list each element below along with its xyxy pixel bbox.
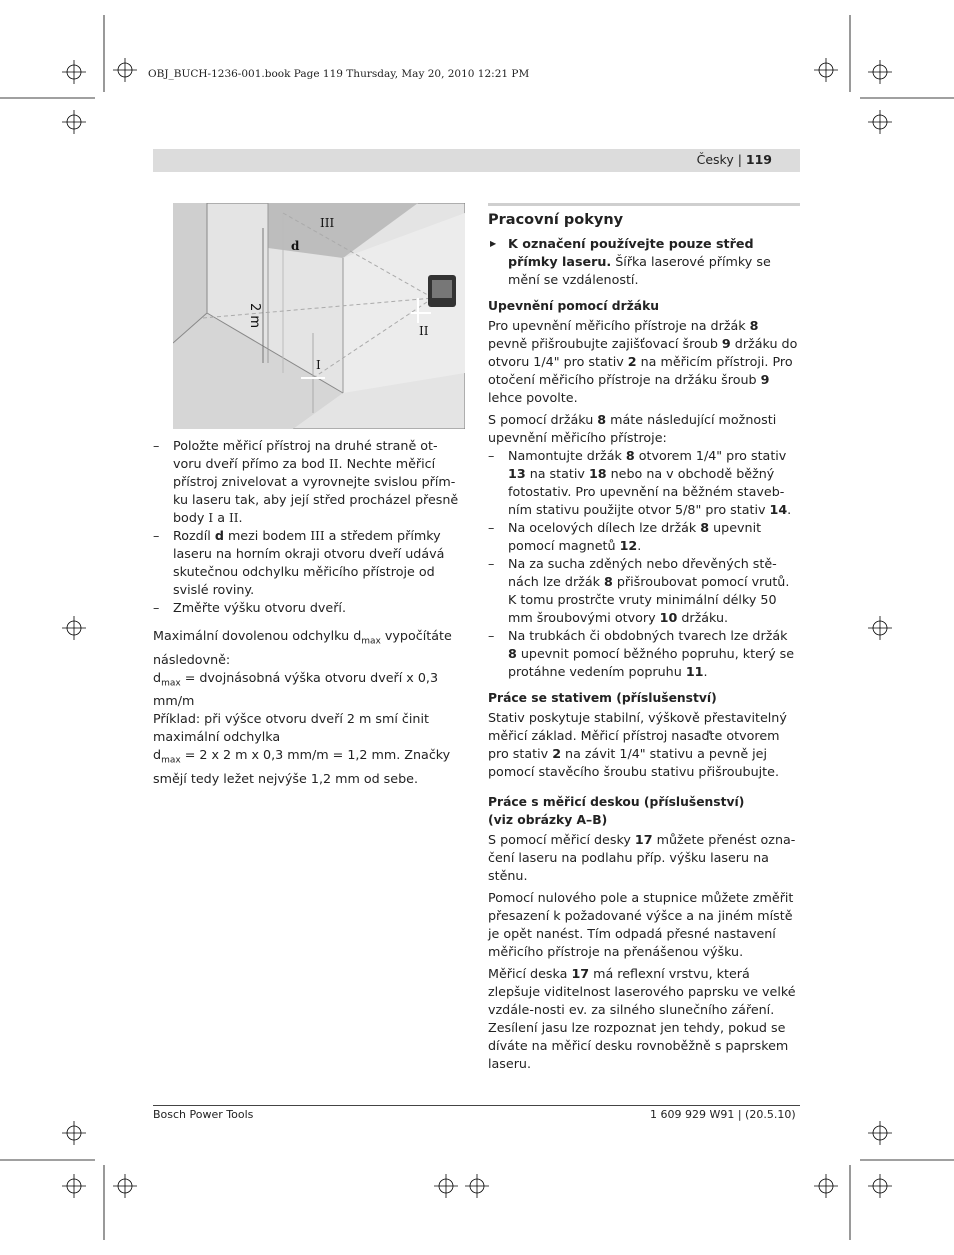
label-I: I	[316, 358, 321, 372]
holder-options-intro: S pomocí držáku 8 máte následující možnosti upevnění měřicího přístroje:	[488, 412, 777, 445]
separator: |	[733, 152, 746, 167]
left-column	[153, 437, 465, 788]
target-plate-paragraph-3: Měřicí deska 17 má reflexní vrstvu, která zlepšuje viditelnost laserového paprsku ve velké vzdále-nosti ev. za silného slunečního záření. Zesílení jasu lze rozpoznat jen tehdy, pokud se díváte na měřicí desku rovnoběžně s paprskem laseru.	[488, 966, 796, 1071]
print-header: OBJ_BUCH-1236-001.book Page 119 Thursday, May 20, 2010 12:21 PM	[148, 68, 530, 80]
label-III: III	[320, 216, 335, 230]
holder-options-list	[488, 447, 800, 681]
door-opening-figure	[173, 203, 465, 429]
example-calc: $d_{max} = 2$ x 2 m x 0,3 mm/m = 1,2 mm. Značky smějí tedy ležet nejvýše 1,2 mm od sebe.	[153, 747, 451, 786]
subsection-title-target-plate: Práce s měřicí deskou (příslušenství)	[488, 795, 745, 809]
page-number: 119	[745, 152, 772, 167]
subsection-title-holder: Upevnění pomocí držáku	[488, 299, 660, 313]
list-item: – Na ocelových dílech lze držák 8 upevnit pomocí magnetů 12.	[488, 519, 800, 555]
subsection-subtitle-target-plate: (viz obrázky A–B)	[488, 813, 608, 827]
footer-brand: Bosch Power Tools	[153, 1108, 254, 1121]
target-plate-paragraph-1: S pomocí měřicí desky 17 můžete přenést ozna-čení laseru na podlahu příp. výšku laseru na stěnu.	[488, 832, 796, 883]
section-title: Pracovní pokyny	[488, 203, 800, 229]
max-deviation-text: Maximální dovolenou odchylku $d_{max}$ vypočítáte následovně:	[153, 628, 452, 667]
label-2m: 2 m	[247, 303, 262, 329]
list-item: – Namontujte držák 8 otvorem 1/4" pro stativ 13 na stativ 18 nebo na v obchodě běžný fotostativ. Pro upevnění na běžném staveb-ním stativu použijte otvor 5/8" pro stativ 14.	[488, 447, 800, 519]
tripod-paragraph: Stativ poskytuje stabilní, výškově přestavitelný měřicí základ. Měřicí přístroj nasaďte otvorem pro stativ 2 na závit 1/4" stativu a pevně jej pomocí stavěcího šroubu stativu přišroubujte.	[488, 710, 787, 779]
procedure-steps	[153, 437, 465, 617]
label-II: II	[419, 324, 429, 338]
instruction-bullet: ▶ K označení používejte pouze střed přímky laseru. Šířka laserové přímky se mění se vzdáleností.	[488, 235, 800, 289]
example: Příklad: při výšce otvoru dveří 2 m smí činit maximální odchylka	[153, 711, 429, 745]
formula: $d_{max}$ = dvojnásobná výška otvoru dveří x 0,3 mm/m	[153, 669, 439, 709]
language-label: Česky	[696, 152, 734, 167]
subsection-title-tripod: Práce se stativem (příslušenství)	[488, 691, 717, 705]
right-column	[488, 203, 800, 1073]
footer-code: 1 609 929 W91 | (20.5.10)	[650, 1108, 796, 1121]
target-plate-paragraph-2: Pomocí nulového pole a stupnice můžete změřit přesazení k požadované výšce a na jiném místě je opět nanést. Tím odpadá přesné nastavení měřicího přístroje na přenášenou výšku.	[488, 890, 794, 959]
footer-rule	[153, 1105, 800, 1106]
page-header	[697, 152, 772, 167]
list-item: – Na trubkách či obdobných tvarech lze držák 8 upevnit pomocí běžného popruhu, který se protáhne vedením popruhu 11.	[488, 627, 800, 681]
label-d: d	[291, 239, 300, 253]
list-item: – Rozdíl d mezi bodem III a středem přímky laseru na horním okraji otvoru dveří udává skutečnou odchylku měřicího přístroje od svislé roviny.	[153, 527, 465, 599]
list-item: – Na za sucha zděných nebo dřevěných stě-nách lze držák 8 přišroubovat pomocí vrutů. K tomu prostrčte vruty minimální délky 50 mm šroubovými otvory 10 držáku.	[488, 555, 800, 627]
list-item: – Změřte výšku otvoru dveří.	[153, 599, 465, 617]
list-item: – Položte měřicí přístroj na druhé straně ot-voru dveří přímo za bod II. Nechte měřicí přístroj znivelovat a vyrovnejte svislou přím-ku laseru tak, aby její střed procházel přesně body I a II.	[153, 437, 465, 527]
holder-paragraph: Pro upevnění měřicího přístroje na držák 8 pevně přišroubujte zajišťovací šroub 9 držáku do otvoru 1/4" pro stativ 2 na měřicím přístroji. Pro otočení měřicího přístroje na držáku šroub 9 lehce povolte.	[488, 318, 798, 405]
